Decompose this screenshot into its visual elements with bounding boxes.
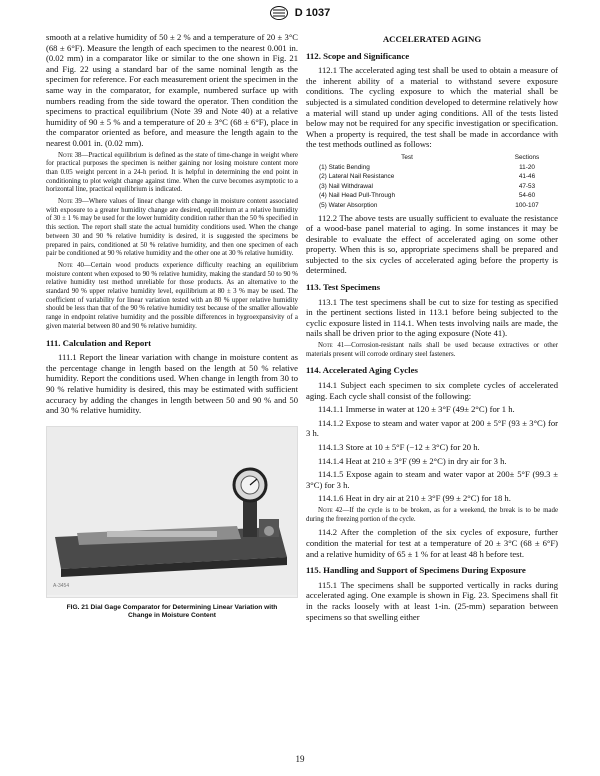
note-38-label: Note 38 — [58, 151, 82, 159]
note-41-text: —Corrosion-resistant nails shall be used because extractives or other materials present will corrode ordinary steel fasteners. — [306, 342, 559, 358]
note-41 — [306, 342, 558, 359]
note-42 — [306, 507, 558, 524]
paragraph-continued: smooth at a relative humidity of 50 ± 2 % and a temperature of 20 ± 3°C (68 ± 6°F). Measure the length of each specimen to the nearest 0.001 in. (0.02 mm) in a comparator like or similar to the one shown in Fig. 21 and Fig. 22 using a standard bar of the same nominal length as the specimen for reference. For each measurement orient the specimen in the same way in the comparator, for example, numbered surface up with numbers reading from the side toward the operator. Then condition the specimens to practical equilibrium (Note 39 and Note 40) at a relative humidity of 90 ± 5 % and a temperature of 20 ± 3°C (68 ± 6°F), place in the comparator oriented as before, and measure the length again to the nearest 0.001 in. (0.02 mm). — [46, 32, 298, 148]
table-row — [318, 163, 558, 173]
test-name: (1) Static Bending — [319, 163, 370, 171]
page-header — [0, 6, 600, 20]
test-name: (4) Nail Head Pull-Through — [319, 192, 396, 200]
note-38-text: —Practical equilibrium is defined as the state of time-change in weight where for practical purposes the specimen is neither gaining nor losing moisture content more than 0.05 weight percent in a 24-h period. It is helpful in determining the end point in conditioning to plot weight change against time. When the curve becomes asymptotic to a horizontal line, practical equilibrium is indicated. — [46, 151, 298, 194]
note-40-label: Note 40 — [58, 261, 84, 269]
section-112-1: 112.1 The accelerated aging test shall be used to obtain a measure of the inherent ability of a material to withstand severe exposure conditions. The cycling exposure to which the material shall be subjected is a simulated condition developed to determine relatively how a material will stand up under aging conditions. All of the tests listed below may not be required for any specific investigation or specification. When a property is required, the test shall be made in accordance with the test methods outlined as follows: — [306, 65, 558, 150]
section-112-heading: 112. Scope and Significance — [306, 50, 410, 61]
section-111-heading: 111. Calculation and Report — [46, 337, 152, 348]
note-39-text: —Where values of linear change with change in moisture content associated with exposure to a greater humidity change are desired, equilibrium at a relative humidity of 30 ± 1 % may be used for the lower humidity condition rather than the 50 % specified in this section. The report shall state the actual humidity conditions used. When the change between 30 and 90 % relative humidity is desired, it is suggested the specimens be prepared in pairs, conditioned at 50 % relative humidity, and then one specimen of each pair be conditioned at 90 % relative humidity and the other one at 30 % relative humidity. — [46, 198, 298, 258]
figure-21-photo — [46, 426, 298, 598]
section-112-2: 112.2 The above tests are usually sufficient to evaluate the resistance of a wood-base panel material to aging. In some instances it may be desirable to evaluate the effect of accelerated aging on some other property. When this is so, appropriate specimens shall be prepared and subjected to the six cycles of accelerated aging before the property is determined. — [306, 212, 558, 276]
tests-header-test: Test — [401, 153, 413, 161]
figure-21-caption: FIG. 21 Dial Gage Comparator for Determining Linear Variation with Change in Moisture Content — [66, 603, 278, 619]
test-sections: 11-20 — [519, 163, 535, 171]
table-row — [318, 172, 558, 182]
cycle-step-1: 114.1.1 Immerse in water at 120 ± 3°F (49± 2°C) for 1 h. — [318, 404, 515, 415]
standard-designation: D 1037 — [294, 6, 331, 19]
right-column — [306, 32, 558, 625]
dial-gage-comparator-image — [47, 427, 297, 595]
astm-logo-icon — [270, 6, 288, 20]
page-number: 19 — [295, 754, 305, 764]
note-42-label: Note 42 — [318, 506, 343, 514]
note-38 — [46, 152, 298, 196]
note-40 — [46, 262, 298, 332]
table-row — [318, 201, 558, 211]
note-41-label: Note 41 — [318, 342, 345, 350]
test-sections: 54-60 — [518, 192, 536, 200]
svg-text:A-3454: A-3454 — [53, 582, 70, 589]
cycle-step-3: 114.1.3 Store at 10 ± 5°F (−12 ± 3°C) for 20 h. — [318, 442, 480, 452]
section-113-1: 113.1 The test specimens shall be cut to size for testing as specified in the pertinent sections listed in 113.1 before being subjected to the cyclic exposure listed in 114.1. When tests involving nails are made, the nails shall be driven prior to the aging exposure (Note 41). — [306, 296, 558, 339]
section-115-1: 115.1 The specimens shall be supported vertically in racks during accelerated aging. One example is shown in Fig. 23. Specimens shall fit in the racks loosely with at least 1-in. (25-mm) separation between specimens so that swelling either — [306, 579, 558, 622]
left-column — [46, 32, 298, 620]
cycle-step-2: 114.1.2 Expose to steam and water vapor at 200 ± 5°F (93 ± 3°C) for 3 h. — [306, 417, 558, 439]
cycle-step-6: 114.1.6 Heat in dry air at 210 ± 3°F (99 ± 2°C) for 18 h. — [318, 493, 511, 504]
note-40-text: —Certain wood products experience difficulty reaching an equilibrium moisture content when exposed to 90 % relative humidity, making the standard 50 to 90 % relative humidity test method unreliable for those products. As an alternative to the standard 90 % upper relative humidity level, equilibrium at 80 ± 3 % may be used. The coefficient of variability for linear variation tested with an 80 % upper relative humidity should be less than that of the 90 % relative humidity test because of the smaller allowable range in endpoint relative humidity and the possible differences in hygroexpansivity of a given material between 80 and 90 % relative humidity. — [46, 261, 298, 330]
note-39 — [46, 198, 298, 259]
tests-header-sections: Sections — [514, 153, 540, 161]
cycle-step-4: 114.1.4 Heat at 210 ± 3°F (99 ± 2°C) in dry air for 3 h. — [318, 455, 507, 466]
test-name: (3) Nail Withdrawal — [319, 182, 373, 190]
section-114-2: 114.2 After the completion of the six cycles of exposure, further condition the material for test at a temperature of 20 ± 3°C (68 ± 6°F) and a relative humidity of 65 ± 1 % for at least 48 h before test. — [306, 527, 558, 559]
table-row — [318, 182, 558, 192]
table-row — [318, 191, 558, 201]
test-sections: 47-53 — [518, 182, 536, 190]
section-114-heading: 114. Accelerated Aging Cycles — [306, 365, 418, 376]
test-name: (5) Water Absorption — [319, 201, 378, 209]
section-115-heading: 115. Handling and Support of Specimens During Exposure — [306, 565, 526, 576]
note-39-label: Note 39 — [58, 198, 82, 206]
tests-table-header — [318, 153, 558, 163]
section-114-1: 114.1 Subject each specimen to six complete cycles of accelerated aging. Each cycle shall consist of the following: — [306, 380, 558, 401]
section-111-1: 111.1 Report the linear variation with change in moisture content as the percentage change in length based on the length at 50 % relative humidity. Report the conditions used. When change in length from 30 to 90 % relative humidity is desired, this may be estimated with sufficient accuracy by adding the changes in length between 50 and 90 % and 50 and 30 % relative humidity. — [46, 352, 298, 416]
test-name: (2) Lateral Nail Resistance — [319, 173, 395, 181]
cycle-step-5: 114.1.5 Expose again to steam and water vapor at 200± 5°F (99.3 ± 3°C) for 3 h. — [306, 469, 558, 490]
section-113-heading: 113. Test Specimens — [306, 282, 381, 293]
note-42-text: —If the cycle is to be broken, as for a weekend, the break is to be made during the freezing portion of the cycle. — [306, 506, 558, 523]
accelerated-aging-title: ACCELERATED AGING — [382, 34, 482, 44]
tests-table — [318, 153, 558, 211]
test-sections: 41-46 — [518, 173, 536, 181]
test-sections: 100-107 — [515, 201, 539, 209]
